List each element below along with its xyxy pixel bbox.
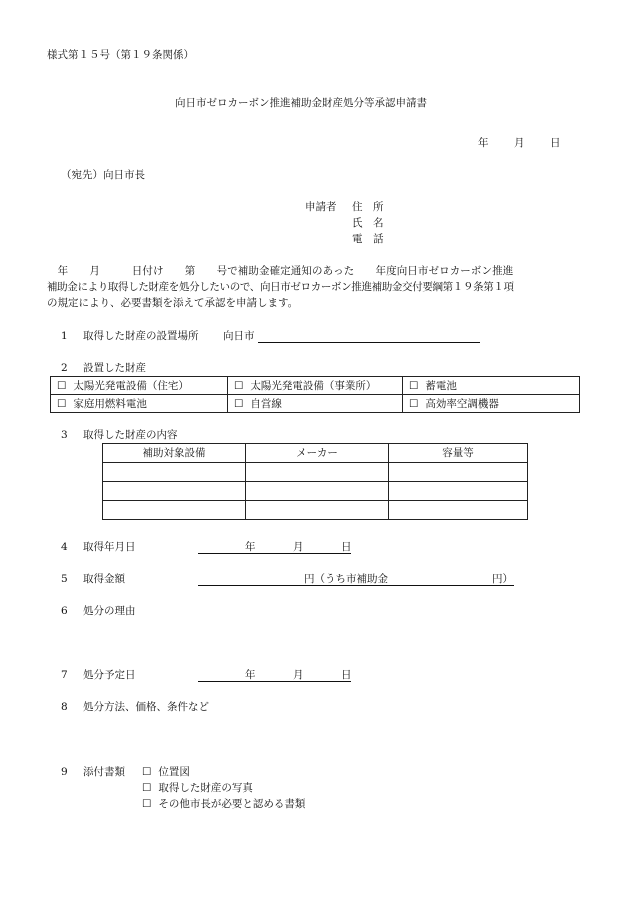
- table-cell[interactable]: [389, 463, 528, 482]
- column-header: 容量等: [389, 444, 528, 463]
- document-title: 向日市ゼロカーボン推進補助金財産処分等承認申請書: [175, 97, 427, 109]
- section-2-label: 設置した財産: [83, 362, 146, 374]
- acquired-date-field[interactable]: [198, 553, 351, 554]
- checkbox-icon[interactable]: ☐: [142, 798, 152, 810]
- option-private-line[interactable]: ☐ 自営線: [228, 395, 403, 413]
- table-cell[interactable]: [389, 482, 528, 501]
- section-8-number: 8: [61, 701, 68, 713]
- property-type-row: [51, 377, 580, 395]
- section-1-label: 取得した財産の設置場所: [83, 330, 199, 342]
- table-header-row: [103, 444, 528, 463]
- planned-month: 月: [293, 669, 304, 681]
- table-row: [103, 463, 528, 482]
- table-cell[interactable]: [103, 482, 246, 501]
- planned-day: 日: [341, 669, 352, 681]
- section-6-label: 処分の理由: [83, 605, 136, 617]
- applicant-name-label: 氏 名: [352, 217, 384, 229]
- acquired-year: 年: [245, 541, 256, 553]
- acquired-month: 月: [293, 541, 304, 553]
- section-7-label: 処分予定日: [83, 669, 136, 681]
- table-row: [103, 482, 528, 501]
- option-hvac[interactable]: ☐ 高効率空調機器: [403, 395, 580, 413]
- section-4-number: 4: [61, 541, 68, 553]
- date-day: 日: [550, 137, 561, 149]
- option-storage-battery[interactable]: ☐ 蓄電池: [403, 377, 580, 395]
- acquired-day: 日: [341, 541, 352, 553]
- checkbox-icon[interactable]: ☐: [234, 379, 244, 392]
- section-1-prefix: 向日市: [223, 330, 255, 342]
- acquired-amount-field[interactable]: [198, 585, 514, 586]
- attachment-other-documents[interactable]: ☐ その他市長が必要と認める書類: [142, 798, 306, 810]
- table-cell[interactable]: [389, 501, 528, 520]
- property-type-row: [51, 395, 580, 413]
- property-content-table: [102, 443, 528, 520]
- attachment-location-map[interactable]: ☐ 位置図: [142, 766, 190, 778]
- table-cell[interactable]: [103, 463, 246, 482]
- body-line-2: 補助金により取得した財産を処分したいので、向日市ゼロカーボン推進補助金交付要綱第１９条第１項: [47, 281, 514, 293]
- checkbox-icon[interactable]: ☐: [142, 766, 152, 778]
- table-cell[interactable]: [246, 482, 389, 501]
- section-3-label: 取得した財産の内容: [83, 429, 178, 441]
- subsidy-amount-close: 円）: [492, 573, 513, 585]
- checkbox-icon[interactable]: ☐: [142, 782, 152, 794]
- section-8-label: 処分方法、価格、条件など: [83, 701, 209, 713]
- attachment-property-photo[interactable]: ☐ 取得した財産の写真: [142, 782, 253, 794]
- checkbox-icon[interactable]: ☐: [57, 379, 67, 392]
- option-fuel-cell[interactable]: ☐ 家庭用燃料電池: [51, 395, 228, 413]
- checkbox-icon[interactable]: ☐: [234, 397, 244, 410]
- addressee: （宛先）向日市長: [61, 169, 145, 181]
- date-year: 年: [478, 137, 489, 149]
- body-line-1: 年 月 日付け 第 号で補助金確定通知のあった 年度向日市ゼロカーボン推進: [47, 265, 514, 277]
- section-6-number: 6: [61, 605, 68, 617]
- acquired-amount-yen: 円（うち市補助金: [304, 573, 388, 585]
- section-1-number: 1: [61, 330, 68, 342]
- table-row: [103, 501, 528, 520]
- option-solar-business[interactable]: ☐ 太陽光発電設備（事業所）: [228, 377, 403, 395]
- applicant-phone-label: 電 話: [352, 233, 384, 245]
- section-9-number: 9: [61, 766, 68, 778]
- table-cell[interactable]: [246, 501, 389, 520]
- planned-year: 年: [245, 669, 256, 681]
- section-3-number: 3: [61, 429, 68, 441]
- section-5-label: 取得金額: [83, 573, 125, 585]
- property-type-table: [50, 376, 580, 413]
- date-month: 月: [514, 137, 525, 149]
- checkbox-icon[interactable]: ☐: [57, 397, 67, 410]
- section-7-number: 7: [61, 669, 68, 681]
- table-cell[interactable]: [246, 463, 389, 482]
- applicant-label: 申請者: [305, 201, 337, 213]
- checkbox-icon[interactable]: ☐: [409, 397, 419, 410]
- section-4-label: 取得年月日: [83, 541, 136, 553]
- planned-date-field[interactable]: [198, 681, 351, 682]
- body-line-3: の規定により、必要書類を添えて承認を申請します。: [47, 297, 299, 309]
- form-number: 様式第１５号（第１９条関係）: [47, 49, 194, 61]
- section-5-number: 5: [61, 573, 68, 585]
- applicant-address-label: 住 所: [352, 201, 384, 213]
- table-cell[interactable]: [103, 501, 246, 520]
- section-9-label: 添付書類: [83, 766, 125, 778]
- column-header: メーカー: [246, 444, 389, 463]
- column-header: 補助対象設備: [103, 444, 246, 463]
- option-solar-home[interactable]: ☐ 太陽光発電設備（住宅）: [51, 377, 228, 395]
- location-field[interactable]: [258, 342, 480, 343]
- section-2-number: 2: [61, 362, 68, 374]
- checkbox-icon[interactable]: ☐: [409, 379, 419, 392]
